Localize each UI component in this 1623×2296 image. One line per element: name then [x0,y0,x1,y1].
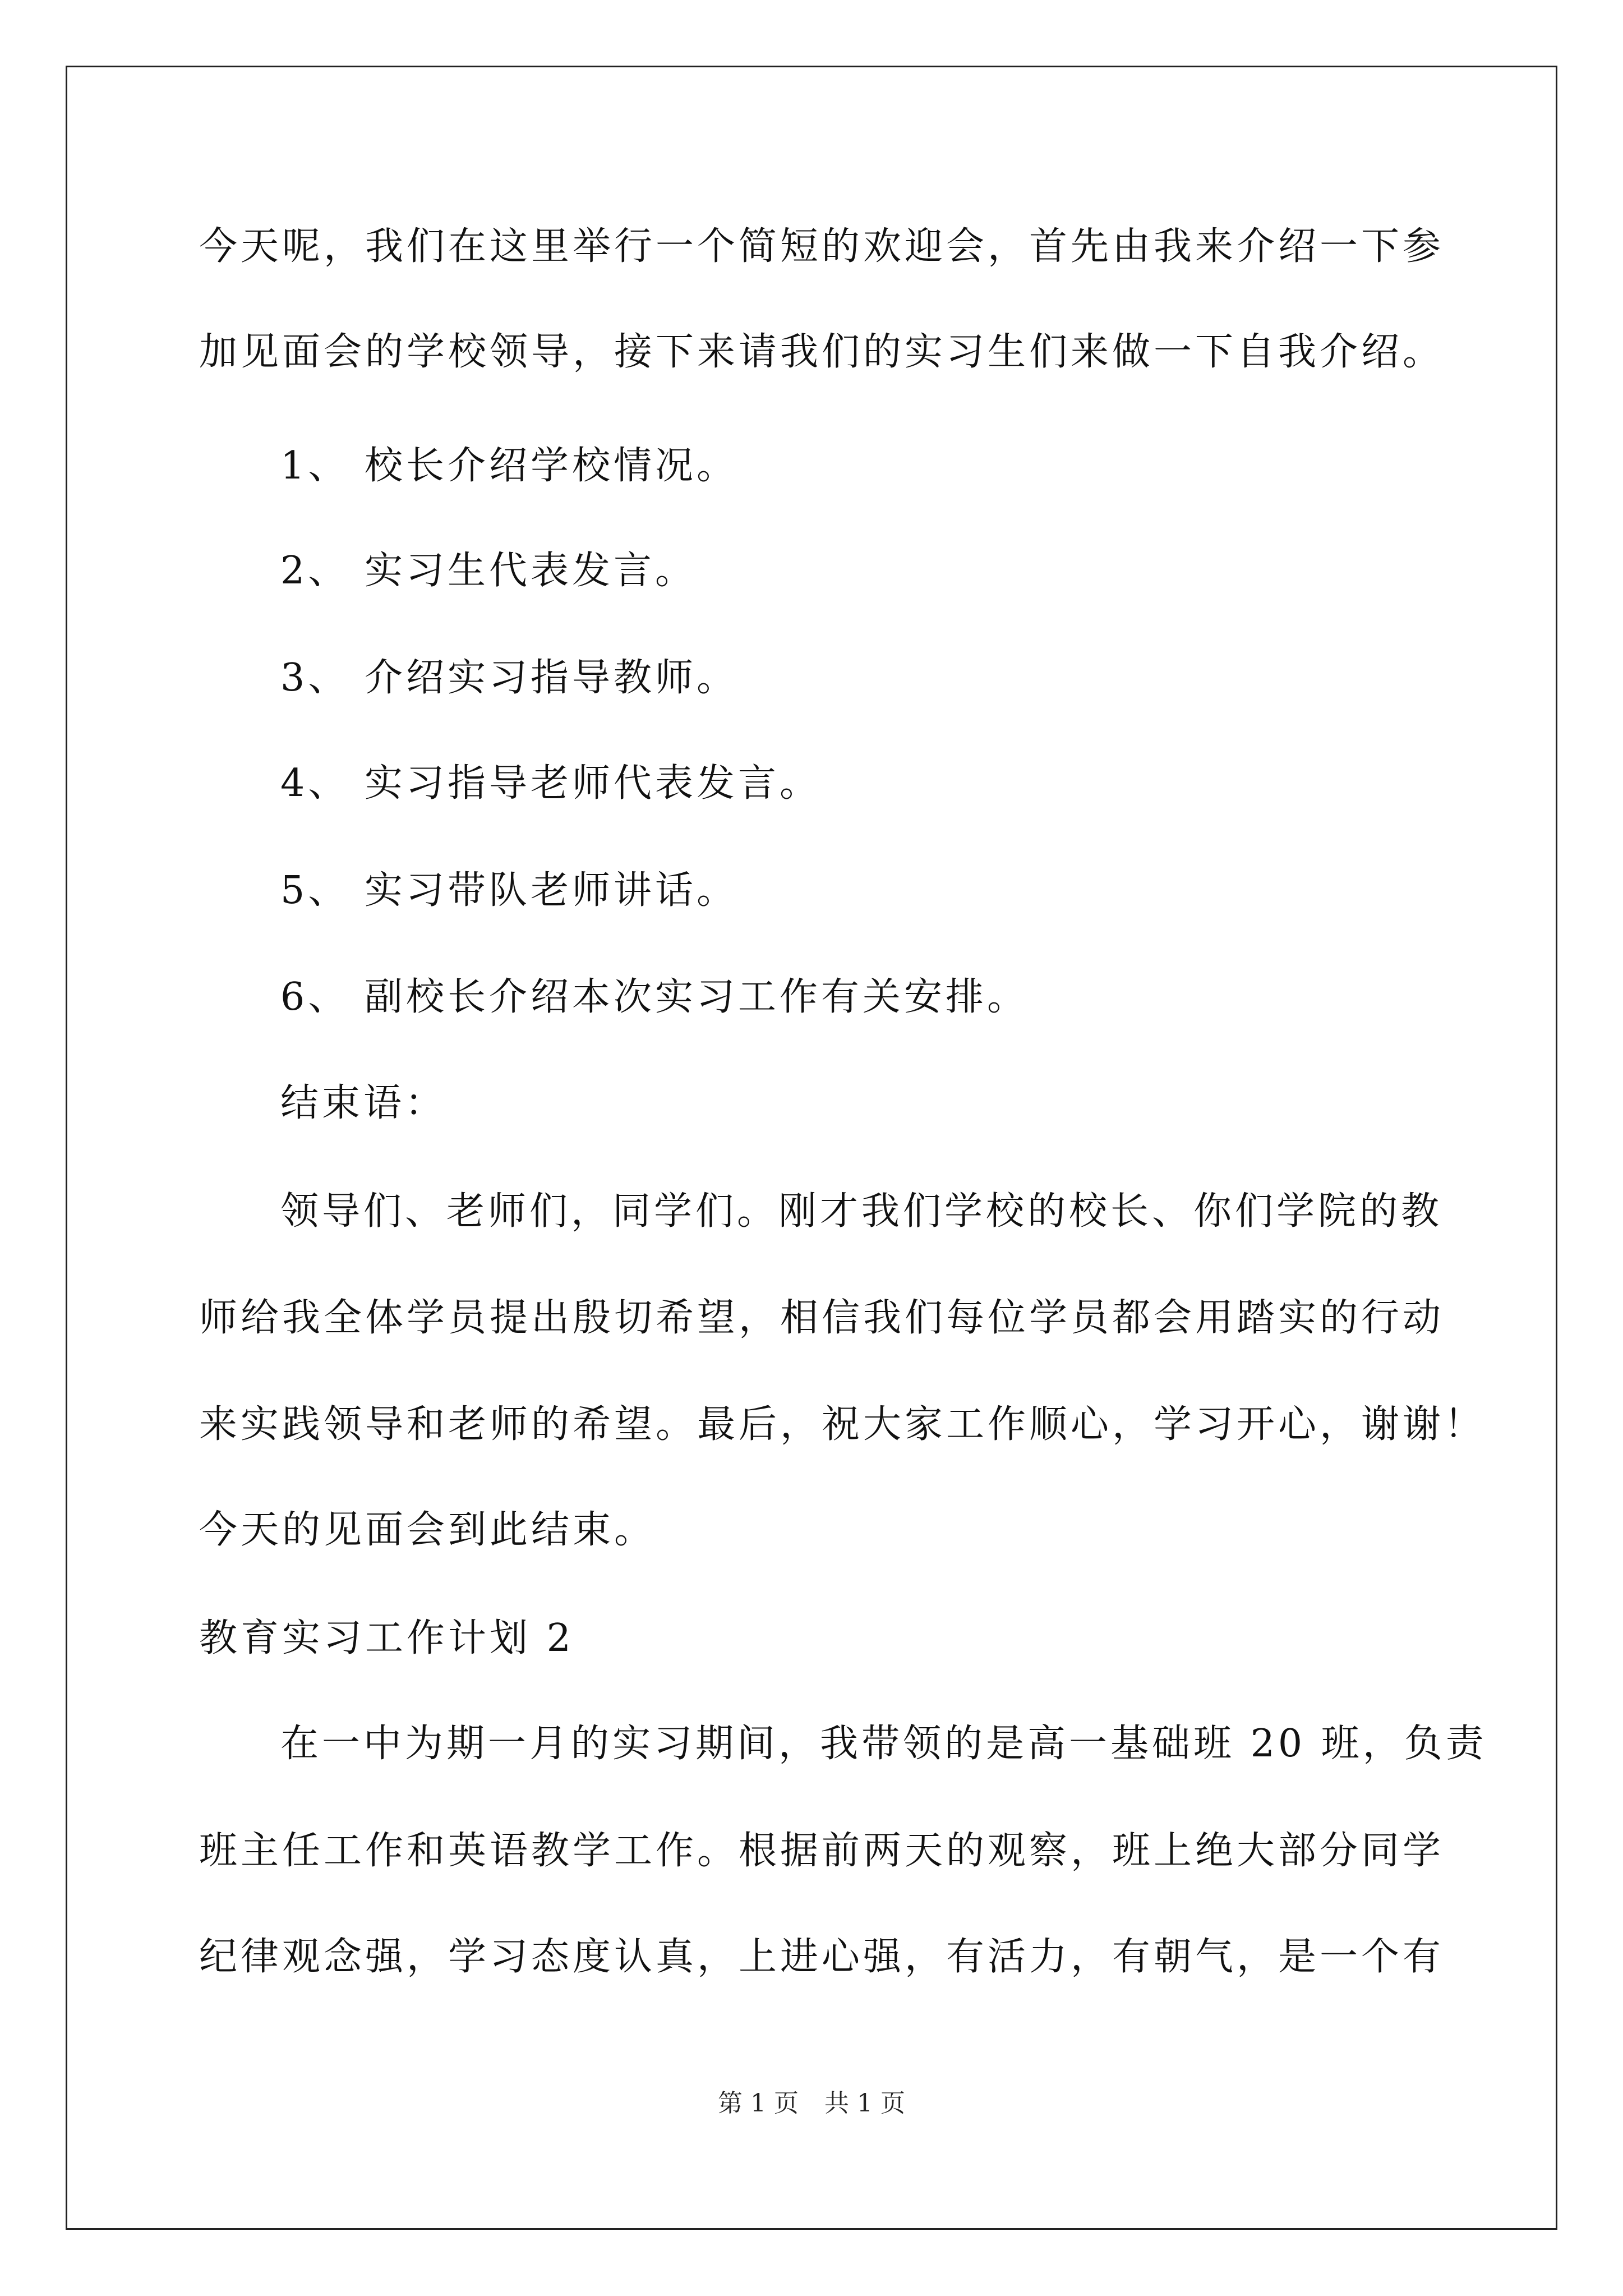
paragraph-line: 领导们、老师们，同学们。刚才我们学校的校长、你们学院的教 [280,1189,1443,1234]
agenda-text: 实习生代表发言。 [365,549,697,593]
paragraph-line: 班主任工作和英语教学工作。根据前两天的观察，班上绝大部分同学 [199,1829,1445,1873]
agenda-text: 实习指导老师代表发言。 [365,761,822,806]
closing-heading: 结束语： [280,1081,447,1125]
paragraph-line: 今天的见面会到此结束。 [199,1508,656,1552]
paragraph-line: 来实践领导和老师的希望。最后，祝大家工作顺心，学习开心，谢谢！ [199,1402,1486,1447]
page-total: 共 1 页 [824,2089,905,2118]
agenda-number: 2、 [280,549,350,593]
paragraph-line: 加见面会的学校领导，接下来请我们的实习生们来做一下自我介绍。 [199,330,1445,374]
paragraph-line: 今天呢，我们在这里举行一个简短的欢迎会，首先由我来介绍一下参 [199,224,1445,269]
agenda-item [280,866,738,916]
agenda-item [280,653,738,703]
agenda-text: 介绍实习指导教师。 [365,656,739,700]
agenda-number: 6、 [280,975,350,1019]
paragraph-line: 纪律观念强，学习态度认真，上进心强，有活力，有朝气，是一个有 [199,1935,1445,1979]
agenda-number: 3、 [280,656,350,700]
page-number: 第 1 页 [718,2089,799,2118]
page-border [66,66,1557,2230]
agenda-number: 4、 [280,761,350,806]
page-footer [0,2087,1623,2120]
agenda-number: 5、 [280,868,350,913]
paragraph-line: 师给我全体学员提出殷切希望，相信我们每位学员都会用踏实的行动 [199,1296,1445,1340]
agenda-item [280,972,1029,1023]
agenda-number: 1、 [280,444,350,488]
agenda-item [280,546,697,596]
agenda-item [280,441,738,491]
paragraph-line: 在一中为期一月的实习期间，我带领的是高一基础班 20 班，负责 [280,1722,1487,1766]
agenda-text: 实习带队老师讲话。 [365,868,739,913]
agenda-item [280,758,821,809]
agenda-text: 校长介绍学校情况。 [365,444,739,488]
agenda-text: 副校长介绍本次实习工作有关安排。 [365,975,1029,1019]
section-title: 教育实习工作计划 2 [199,1616,574,1660]
